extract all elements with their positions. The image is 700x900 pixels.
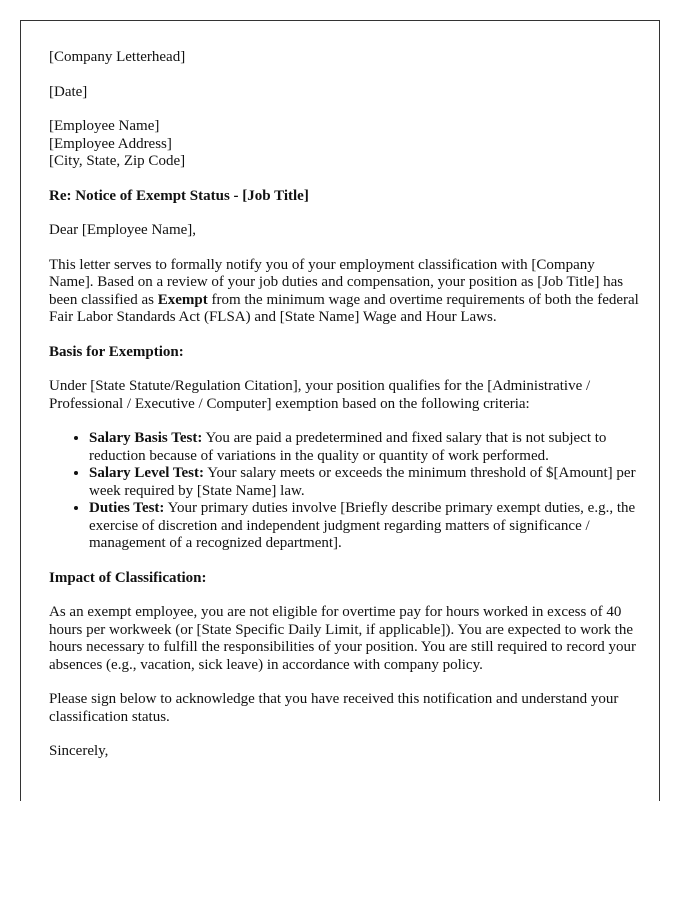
criteria-label: Duties Test: [89, 500, 165, 516]
letter-date: [Date] [49, 83, 88, 100]
criteria-label: Salary Level Test: [89, 465, 204, 481]
intro-exempt-bold: Exempt [157, 291, 208, 308]
recipient-name: [Employee Name] [49, 118, 160, 134]
impact-heading [49, 570, 639, 588]
criteria-item-duties [89, 500, 639, 553]
basis-heading [49, 344, 639, 362]
impact-paragraph: As an exempt employee, you are not eligible for overtime pay for hours worked in excess of 40 hours per workweek (or [State Specific Daily Limit, if applicable]). You are expected to work the hours necessary to fulfill the responsibilities of your position. You are still required to record your absences (e.g., vacation, sick leave) in accordance with company policy. [49, 604, 636, 673]
criteria-text: Your salary meets or exceeds the minimum threshold of $[Amount] per week required by [State Name] law. [89, 465, 636, 499]
recipient-city-state-zip: [City, State, Zip Code] [49, 153, 186, 169]
criteria-item-salary-level [89, 465, 639, 500]
acknowledgement-paragraph: Please sign below to acknowledge that you have received this notification and understand your classification status. [49, 691, 619, 725]
criteria-label: Salary Basis Test: [89, 430, 203, 446]
letter-page [20, 20, 660, 801]
company-letterhead: [Company Letterhead] [49, 49, 186, 65]
letter-content [49, 49, 639, 778]
basis-heading-text: Basis for Exemption: [49, 343, 184, 360]
impact-heading-text: Impact of Classification: [49, 569, 207, 586]
basis-paragraph: Under [State Statute/Regulation Citation], your position qualifies for the [Administrative / Professional / Executive / Computer] exemption based on the following criteria: [49, 378, 591, 412]
criteria-item-salary-basis [89, 430, 639, 465]
intro-paragraph [49, 257, 639, 327]
recipient-block [49, 118, 639, 171]
criteria-text: Your primary duties involve [Briefly describe primary exempt duties, e.g., the exercise of discretion and independent judgment regarding matters of significance / management of a recognized department]. [89, 500, 636, 551]
criteria-text: You are paid a predetermined and fixed salary that is not subject to reduction because of variations in the quality or quantity of work performed. [89, 430, 607, 464]
subject-text: Re: Notice of Exempt Status - [Job Title] [49, 187, 309, 204]
closing: Sincerely, [49, 743, 109, 759]
salutation: Dear [Employee Name], [49, 222, 197, 238]
intro-text-start: This letter serves to formally notify you of your employment classification with [Company Name]. Based on a review of your job duties and compensation, your position as [Job Title] has been classified as [49, 256, 624, 308]
recipient-address: [Employee Address] [49, 135, 172, 152]
subject-line [49, 188, 639, 206]
intro-text-end: from the minimum wage and overtime requirements of both the federal Fair Labor Standards Act (FLSA) and [State Name] Wage and Hour Laws. [49, 291, 639, 325]
criteria-list [49, 430, 639, 553]
